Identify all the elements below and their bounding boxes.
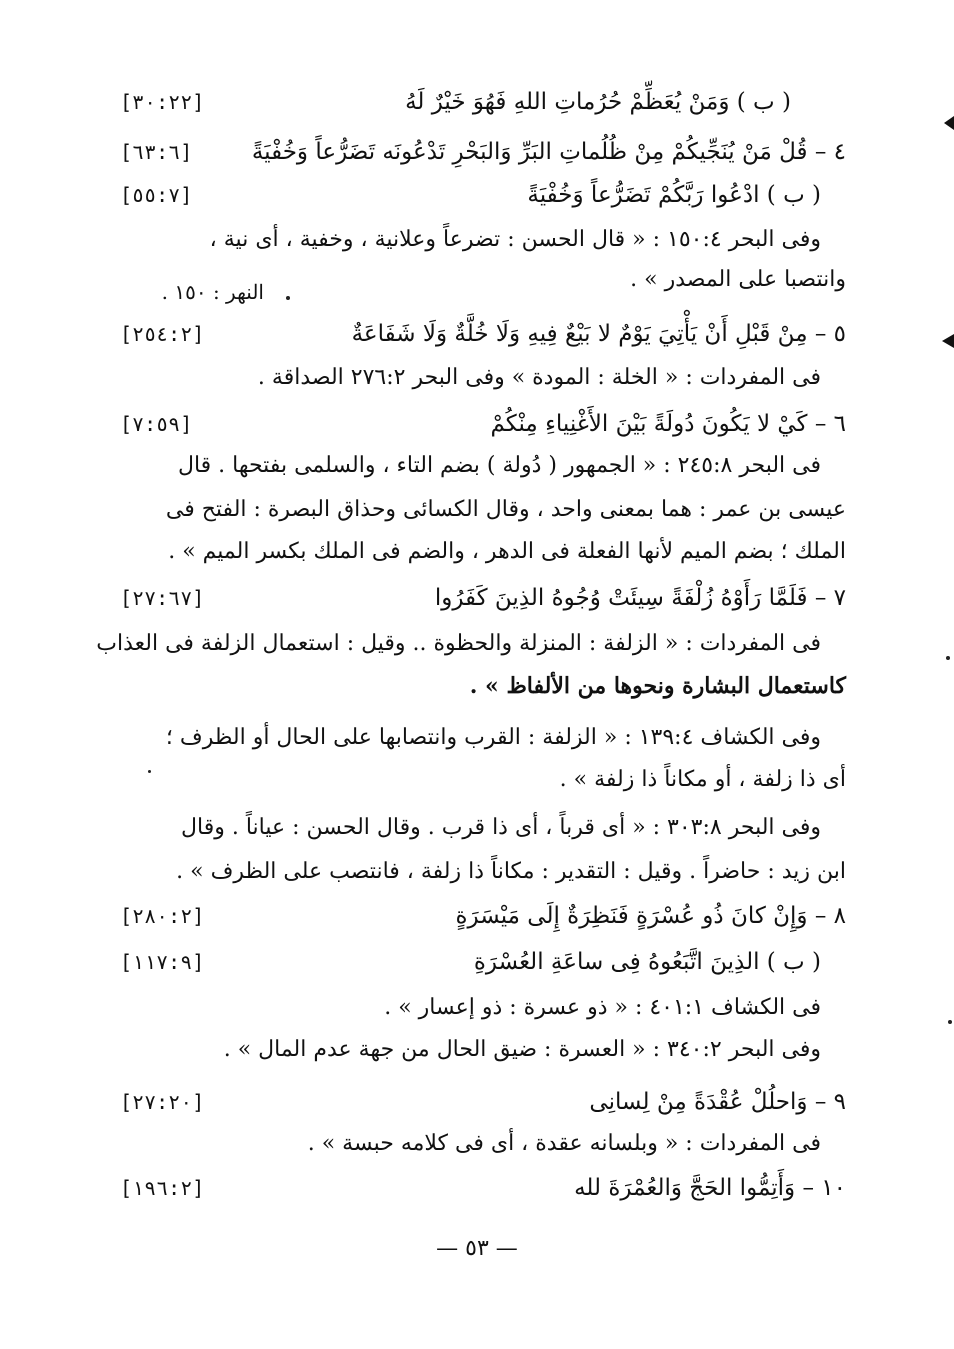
text-line [120,446,846,486]
verse-reference: [١١٧:٩] [120,950,205,974]
line-text: وانتصبا على المصدر » . [630,267,846,292]
scan-edge-mark [944,116,954,130]
line-text: أى ذا زلفة ، أو مكاناً ذا زلفة » . [559,767,846,792]
page-number: — ٥٣ — [436,1236,518,1261]
line-text: فى المفردات : « الزلفة : المنزلة والحظوة .. وقيل : استعمال الزلفة فى العذاب [96,631,821,656]
line-text: عيسى بن عمر : هما بمعنى واحد ، وقال الكسائى وحذاق البصرة : الفتح فى [165,497,846,522]
text-line [120,988,846,1028]
line-text: وفى الكشاف ١٣٩:٤ : « الزلفة : القرب وانتصابها على الحال أو الظرف ؛ [165,725,821,750]
text-line [120,666,846,706]
line-text: فى المفردات : « وبلسانه عقدة ، أى فى كلامه حبسة » . [307,1131,821,1156]
scan-speck [286,296,290,300]
text-line [120,1124,846,1164]
scan-speck [946,656,950,660]
line-text: فى الكشاف ٤٠١:١ : « ذو عسرة : ذو إعسار » . [384,995,821,1020]
line-text: ٤ – قُلْ مَنْ يُنَجِّيكُمْ مِنْ ظُلُماتِ البَرِّ وَالبَحْرِ تَدْعُونَه تَضَرُّعاً وَخُفْيَةً [251,139,846,165]
line-text: ٩ – وَاحلُلْ عُقْدَةً مِنْ لِسانِى [589,1089,846,1115]
line-text: وفى البحر ٣٤٠:٢ : « العسرة : ضيق الحال من جهة عدم المال » . [223,1037,821,1062]
line-text: فى البحر ٢٤٥:٨ : « الجمهور ( دُولة ) بضم التاء ، والسلمى بفتحها . قال [177,453,821,478]
verse-reference: [١٩٦:٢] [120,1176,205,1200]
margin-note [120,272,264,312]
text-line [120,175,846,215]
verse-reference: [٧:٥٩] [120,412,193,436]
text-line [120,404,846,444]
text-line [120,942,846,982]
text-line [120,490,846,530]
text-line [120,314,846,354]
line-text: فى المفردات : « الخلة : المودة » وفى البحر ٢٧٦:٢ الصداقة . [257,365,821,390]
verse-reference: [٦٣:٦] [120,140,193,164]
verse-reference: [٢٧:٢٠] [120,1090,205,1114]
line-text: ٨ – وَإِنْ كانَ ذُو عُسْرَةٍ فَنَظِرَةٌ إِلَى مَيْسَرَةٍ [455,903,846,929]
verse-reference: [٢٥٤:٢] [120,322,205,346]
text-line [120,1030,846,1070]
line-text: وفى البحر ٣٠٣:٨ : « أى قرباً ، أى ذا قرب . وقال الحسن : عياناً . وقال [181,815,821,840]
text-line [120,578,846,618]
line-text: ( ب ) وَمَنْ يُعَظِّمْ حُرُماتِ اللهِ فَهُوَ خَيْرٌ لَهُ [405,89,791,115]
text-line [120,808,846,848]
line-text: ١٠ – وَأَتِمُّوا الحَجَّ وَالعُمْرَةَ لله [574,1175,846,1201]
line-text: ٦ – كَيْ لا يَكُونَ دُولَةً بَيْنَ الأَغْنِياءِ مِنْكُمْ [490,411,846,437]
line-text: كاستعمال البشارة ونحوها من الألفاظ » . [469,673,846,699]
text-line [120,896,846,936]
text-line [120,82,846,122]
text-line [120,532,846,572]
line-text: ( ب ) الذِينَ اتَّبَعُوهُ فِى ساعَةِ العُسْرَةِ [473,949,821,975]
scan-speck [948,1020,952,1024]
text-line [120,132,846,172]
line-text: ( ب ) ادْعُوا رَبَّكُمْ تَضَرُّعاً وَخُفْيَةً [527,182,821,208]
scan-speck [148,770,151,773]
verse-reference: [٥٥:٧] [120,183,193,207]
scan-edge-mark [942,334,954,348]
text-line [120,358,846,398]
line-text: ٧ – فَلَمَّا رَأَوْهُ زُلْفَةً سِيئَتْ وُجُوهُ الذِينَ كَفَرُوا [434,585,846,611]
line-text: النهر : ١٥٠ . [161,280,264,304]
text-line [96,624,846,664]
line-text: وفى البحر ١٥٠:٤ : « قال الحسن : تضرعاً وعلانية ، وخفية ، أى نية ، [209,227,821,252]
text-line [120,1168,846,1208]
verse-reference: [٣٠:٢٢] [120,90,205,114]
line-text: الملك ؛ بضم الميم لأنها الفعلة فى الدهر ، والضم فى الملك بكسر الميم » . [168,539,846,564]
text-line [120,1082,846,1122]
text-line [120,220,846,260]
text-line [120,760,846,800]
text-line [120,718,846,758]
verse-reference: [٢٧:٦٧] [120,586,205,610]
verse-reference: [٢٨٠:٢] [120,904,205,928]
line-text: ٥ – مِنْ قَبْلِ أَنْ يَأْتِيَ يَوْمٌ لا بَيْعٌ فِيهِ وَلَا خُلَّةٌ وَلَا شَفَاعَةٌ [351,321,846,347]
line-text: ابن زيد : حاضراً . وقيل : التقدير : مكاناً ذا زلفة ، فانتصب على الظرف » . [176,859,846,884]
text-line [120,852,846,892]
